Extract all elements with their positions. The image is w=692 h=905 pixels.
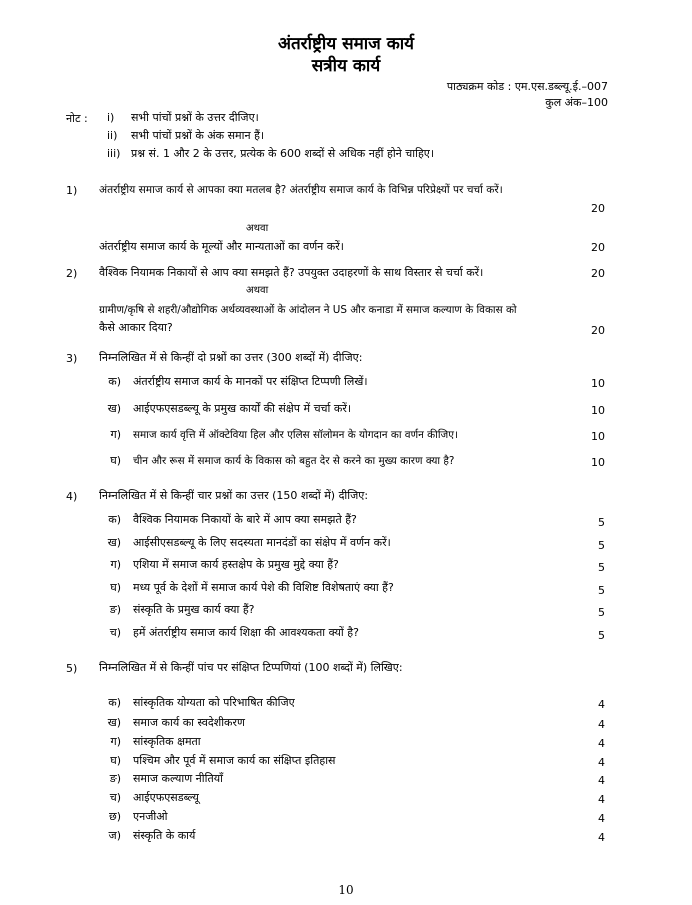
total-marks: कुल अंक–100 <box>545 96 608 109</box>
sub-question-label: छ) <box>108 810 121 823</box>
document-title: अंतर्राष्ट्रीय समाज कार्य <box>277 34 415 54</box>
sub-question-text: संस्कृति के प्रमुख कार्य क्या हैं? <box>133 603 255 616</box>
sub-question-marks: 10 <box>591 404 605 417</box>
question-text: निम्नलिखित में से किन्हीं दो प्रश्नों का उत्तर (300 शब्दों में) दीजिए: <box>99 351 363 364</box>
sub-question-text: आईएफएसडब्ल्यू के प्रमुख कार्यों की संक्षेप में चर्चा करें। <box>133 402 351 415</box>
sub-question-label: क) <box>108 696 121 709</box>
question-text: निम्नलिखित में से किन्हीं चार प्रश्नों का उत्तर (150 शब्दों में) दीजिए: <box>99 489 369 502</box>
sub-question-label: ख) <box>107 536 121 549</box>
question-number: 4) <box>66 490 78 503</box>
sub-question-label: ग) <box>110 735 121 748</box>
sub-question-text: समाज कार्य का स्वदेशीकरण <box>133 716 245 729</box>
sub-question-marks: 5 <box>598 606 605 619</box>
sub-question-text: मध्य पूर्व के देशों में समाज कार्य पेशे की विशिष्ट विशेषताएं क्या हैं? <box>133 581 394 594</box>
sub-question-text: एशिया में समाज कार्य हस्तक्षेप के प्रमुख मुद्दे क्या हैं? <box>133 558 339 571</box>
sub-question-marks: 5 <box>598 516 605 529</box>
sub-question-marks: 4 <box>598 774 605 787</box>
sub-question-label: क) <box>108 375 121 388</box>
sub-question-label: ज) <box>108 829 121 842</box>
question-number: 5) <box>66 662 78 675</box>
sub-question-marks: 4 <box>598 718 605 731</box>
sub-question-text: आईसीएसडब्ल्यू के लिए सदस्यता मानदंडों का संक्षेप में वर्णन करें। <box>133 536 391 549</box>
sub-question-text: एनजीओ <box>133 810 168 823</box>
sub-question-marks: 5 <box>598 539 605 552</box>
note-number: ii) <box>107 129 118 142</box>
document-subtitle: सत्रीय कार्य <box>311 56 381 76</box>
notes-label: नोट : <box>66 112 88 125</box>
sub-question-label: क) <box>108 513 121 526</box>
sub-question-text: अंतर्राष्ट्रीय समाज कार्य के मानकों पर संक्षिप्त टिप्पणी लिखें। <box>133 375 368 388</box>
sub-question-text: समाज कल्याण नीतियाँ <box>133 772 223 785</box>
sub-question-marks: 10 <box>591 430 605 443</box>
question-marks: 20 <box>591 241 605 254</box>
course-code: पाठ्यक्रम कोड : एम.एस.डब्ल्यू.ई.–007 <box>446 80 608 93</box>
question-text: निम्नलिखित में से किन्हीं पांच पर संक्षिप्त टिप्पणियां (100 शब्दों में) लिखिए: <box>99 661 403 674</box>
note-number: i) <box>107 111 115 124</box>
sub-question-marks: 5 <box>598 584 605 597</box>
sub-question-text: आईएफएसडब्ल्यू <box>133 791 199 804</box>
sub-question-marks: 4 <box>598 698 605 711</box>
sub-question-label: घ) <box>110 754 121 767</box>
sub-question-label: च) <box>109 791 121 804</box>
sub-question-marks: 4 <box>598 793 605 806</box>
sub-question-marks: 10 <box>591 456 605 469</box>
or-separator: अथवा <box>246 223 269 234</box>
question-text: अंतर्राष्ट्रीय समाज कार्य से आपका क्या मतलब है? अंतर्राष्ट्रीय समाज कार्य के विभिन्न परिप्रेक्ष्यों पर चर्चा करें। <box>99 184 503 196</box>
sub-question-marks: 5 <box>598 561 605 574</box>
sub-question-text: चीन और रूस में समाज कार्य के विकास को बहुत देर से करने का मुख्य कारण क्या है? <box>133 455 455 467</box>
sub-question-label: ङ) <box>109 603 121 616</box>
question-alt-text: अंतर्राष्ट्रीय समाज कार्य के मूल्यों और मान्यताओं का वर्णन करें। <box>99 240 344 253</box>
question-alt-text: कैसे आकार दिया? <box>99 321 173 334</box>
sub-question-text: हमें अंतर्राष्ट्रीय समाज कार्य शिक्षा की आवश्यकता क्यों है? <box>133 626 359 639</box>
question-alt-text: ग्रामीण/कृषि से शहरी/औद्योगिक अर्थव्यवस्थाओं के आंदोलन ने US और कनाडा में समाज कल्याण के विकास को <box>99 304 517 316</box>
note-text: सभी पांचों प्रश्नों के अंक समान हैं। <box>131 129 265 142</box>
sub-question-text: सांस्कृतिक क्षमता <box>133 735 201 748</box>
sub-question-marks: 4 <box>598 737 605 750</box>
sub-question-marks: 10 <box>591 377 605 390</box>
sub-question-label: ख) <box>107 402 121 415</box>
question-text: वैश्विक नियामक निकायों से आप क्या समझते हैं? उपयुक्त उदाहरणों के साथ विस्तार से चर्चा करें। <box>99 266 484 279</box>
sub-question-label: ख) <box>107 716 121 729</box>
sub-question-text: पश्चिम और पूर्व में समाज कार्य का संक्षिप्त इतिहास <box>133 754 336 767</box>
sub-question-label: च) <box>109 626 121 639</box>
sub-question-text: संस्कृति के कार्य <box>133 829 196 842</box>
note-text: सभी पांचों प्रश्नों के उत्तर दीजिए। <box>131 111 259 124</box>
sub-question-label: घ) <box>110 454 121 467</box>
sub-question-marks: 4 <box>598 756 605 769</box>
question-marks: 20 <box>591 324 605 337</box>
note-number: iii) <box>107 147 121 160</box>
question-marks: 20 <box>591 267 605 280</box>
sub-question-label: ङ) <box>109 772 121 785</box>
note-text: प्रश्न सं. 1 और 2 के उत्तर, प्रत्येक के 600 शब्दों से अधिक नहीं होने चाहिए। <box>131 147 435 160</box>
sub-question-marks: 4 <box>598 831 605 844</box>
or-separator: अथवा <box>246 285 269 296</box>
sub-question-label: ग) <box>110 558 121 571</box>
sub-question-marks: 5 <box>598 629 605 642</box>
question-number: 3) <box>66 352 78 365</box>
question-number: 1) <box>66 184 78 197</box>
page-number: 10 <box>338 883 354 897</box>
question-number: 2) <box>66 267 78 280</box>
question-marks: 20 <box>591 202 605 215</box>
sub-question-label: घ) <box>110 581 121 594</box>
sub-question-label: ग) <box>110 428 121 441</box>
sub-question-text: सांस्कृतिक योग्यता को परिभाषित कीजिए <box>133 696 295 709</box>
sub-question-marks: 4 <box>598 812 605 825</box>
sub-question-text: वैश्विक नियामक निकायों के बारे में आप क्या समझते हैं? <box>133 513 357 526</box>
sub-question-text: समाज कार्य वृत्ति में ऑक्टेविया हिल और एलिस सॉलोमन के योगदान का वर्णन कीजिए। <box>133 429 458 441</box>
